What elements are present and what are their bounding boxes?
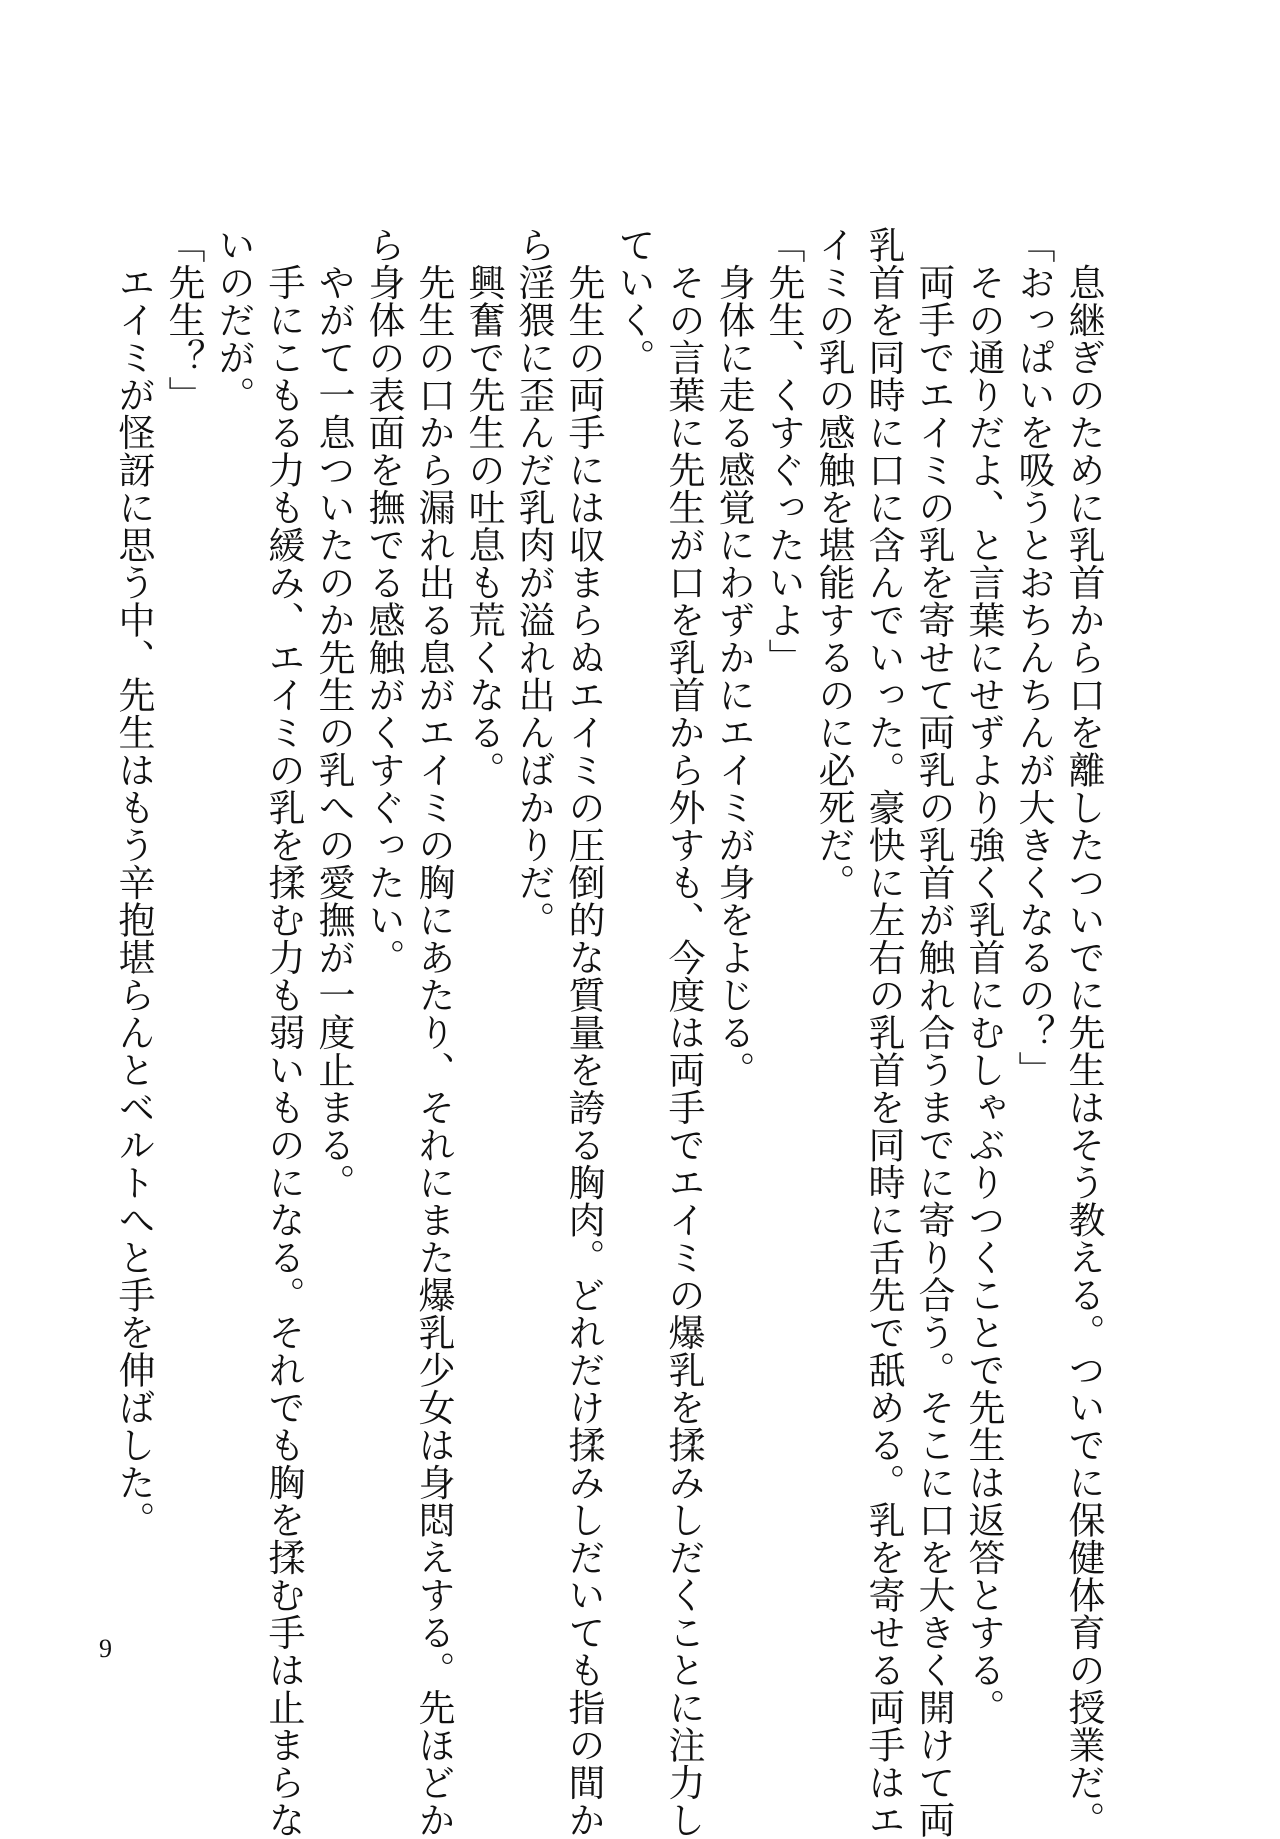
text-line: ら淫猥に歪んだ乳肉が溢れ出んばかりだ。 — [512, 226, 555, 939]
text-line: 「先生？」 — [162, 226, 205, 414]
text-line: 先生の口から漏れ出る息がエイミの胸にあたり、それにまた爆乳少女は身悶えする。先ほどか — [412, 226, 455, 1839]
text-line: 両手でエイミの乳を寄せて両乳の乳首が触れ合うまでに寄り合う。そこに口を大きく開けて両 — [912, 226, 955, 1839]
text-line: 手にこもる力も緩み、エイミの乳を揉む力も弱いものになる。それでも胸を揉む手は止まらな — [262, 226, 305, 1839]
page-number: 9 — [99, 1634, 112, 1663]
text-line: その言葉に先生が口を乳首から外すも、今度は両手でエイミの爆乳を揉みしだくことに注力し — [662, 226, 705, 1839]
body-text — [108, 226, 1108, 1839]
text-line: ていく。 — [612, 226, 655, 376]
text-line: やがて一息ついたのか先生の乳への愛撫が一度止まる。 — [312, 226, 355, 1201]
text-line: エイミが怪訝に思う中、先生はもう辛抱堪らんとベルトへと手を伸ばした。 — [112, 226, 155, 1539]
text-line: その通りだよ、と言葉にせずより強く乳首にむしゃぶりつくことで先生は返答とする。 — [962, 226, 1005, 1726]
text-line: ら身体の表面を撫でる感触がくすぐったい。 — [362, 226, 405, 976]
text-line: イミの乳の感触を堪能するのに必死だ。 — [812, 226, 855, 901]
text-line: いのだが。 — [212, 226, 255, 414]
text-line: 身体に走る感覚にわずかにエイミが身をよじる。 — [712, 226, 755, 1089]
text-line: 息継ぎのために乳首から口を離したついでに先生はそう教える。ついでに保健体育の授業だ。 — [1062, 226, 1105, 1839]
text-line: 先生の両手には収まらぬエイミの圧倒的な質量を誇る胸肉。どれだけ揉みしだいても指の間か — [562, 226, 605, 1839]
text-line: 「先生、くすぐったいよ」 — [762, 226, 805, 676]
text-line: 乳首を同時に口に含んでいった。豪快に左右の乳首を同時に舌先で舐める。乳を寄せる両手はエ — [862, 226, 905, 1839]
text-line: 興奮で先生の吐息も荒くなる。 — [462, 226, 505, 789]
text-line: 「おっぱいを吸うとおちんちんが大きくなるの？」 — [1012, 226, 1055, 1089]
